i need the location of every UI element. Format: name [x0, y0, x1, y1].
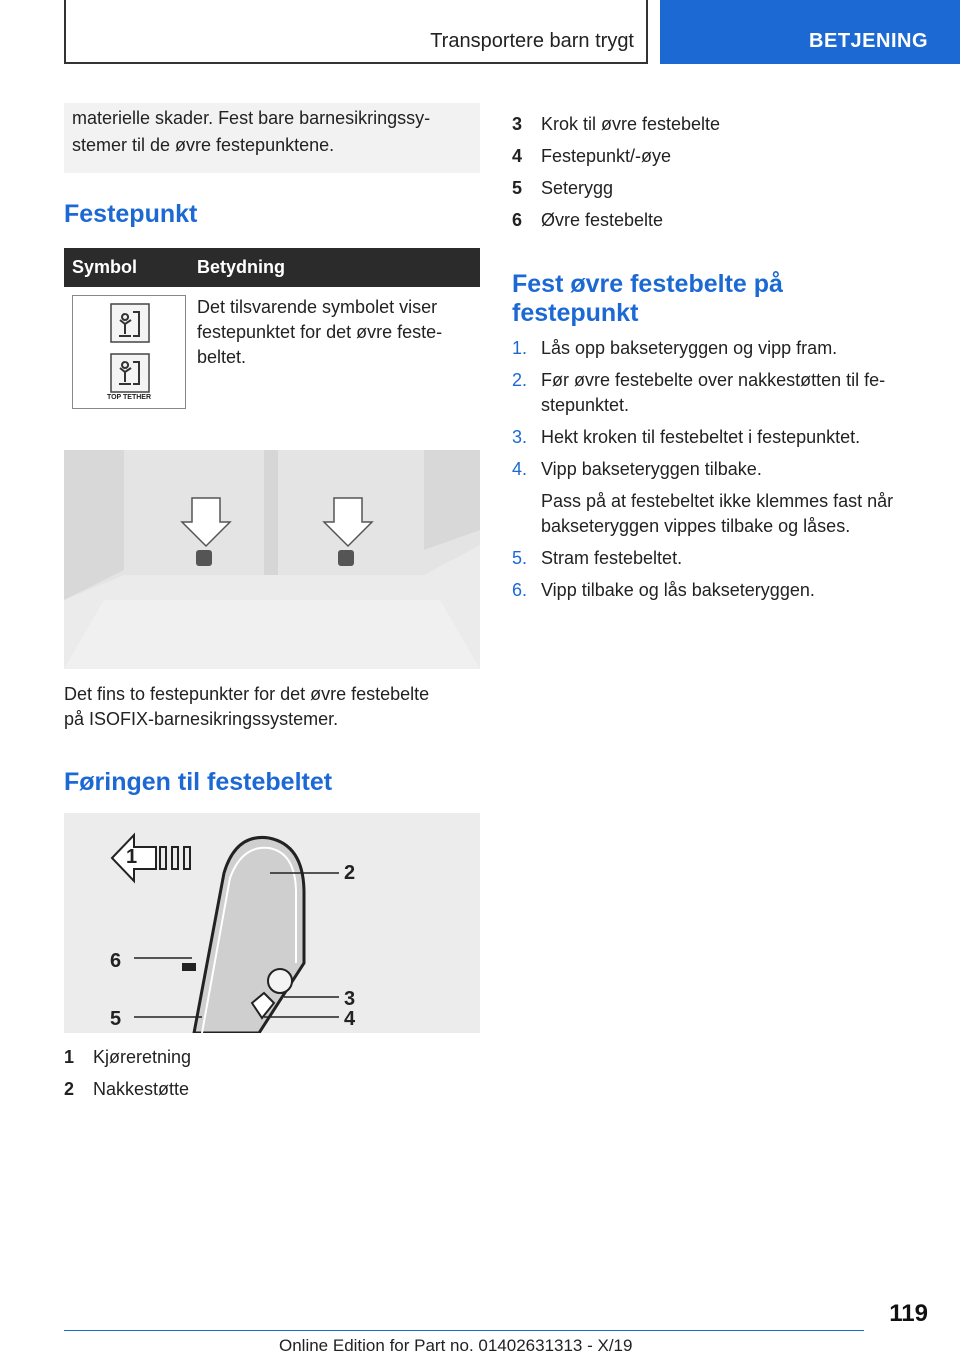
- heading-fest: [512, 270, 922, 328]
- table-header-row: [64, 248, 480, 287]
- diagram-label: 5: [110, 1008, 122, 1030]
- header-chapter-box: [64, 0, 648, 64]
- footer-divider: [64, 1330, 864, 1331]
- step-text: Hekt kroken til festebeltet i festepunktet.: [541, 427, 861, 447]
- step-text: Stram festebeltet.: [541, 548, 683, 568]
- legend-left: [64, 1041, 480, 1105]
- legend-right: [512, 108, 922, 236]
- legend-item: [512, 204, 922, 236]
- footer-edition: Online Edition for Part no. 01402631313 - X/19: [279, 1336, 633, 1355]
- legend-num: 2: [64, 1079, 75, 1099]
- step-item: [512, 578, 922, 603]
- tether-routing-diagram: [64, 813, 480, 1033]
- legend-text: Kjøreretning: [93, 1047, 192, 1067]
- legend-text: Krok til øvre festebelte: [541, 114, 721, 134]
- step-item: [512, 336, 922, 361]
- step-note: Pass på at festebeltet ikke klemmes fast når bakseteryggen vippes tilbake og låses.: [541, 491, 894, 536]
- legend-text: Øvre festebelte: [541, 210, 664, 230]
- legend-num: 5: [512, 178, 523, 198]
- step-item: [512, 457, 922, 539]
- table-row: [64, 287, 480, 464]
- step-number: 6.: [512, 580, 528, 600]
- anchor-points-photo: [64, 450, 480, 669]
- symbol-table: [64, 248, 480, 464]
- step-text: Vipp bakseteryggen tilbake.: [541, 459, 762, 479]
- diagram-label: 4: [344, 1008, 356, 1030]
- step-item: [512, 368, 922, 418]
- legend-item: [512, 140, 922, 172]
- heading-line: Fest øvre festebelte på: [512, 270, 783, 298]
- step-item: [512, 546, 922, 571]
- heading-festepunkt: Festepunkt: [64, 200, 198, 228]
- header-section-tab[interactable]: [660, 0, 960, 64]
- diagram-label: 2: [344, 862, 356, 884]
- legend-num: 4: [512, 146, 523, 166]
- top-tether-caption: TOP TETHER: [106, 394, 152, 401]
- diagram-label: 3: [344, 988, 356, 1010]
- step-text: Vipp tilbake og lås bakseteryggen.: [541, 580, 815, 600]
- child-seat-anchor-icon: [73, 296, 185, 408]
- legend-num: 1: [64, 1047, 75, 1067]
- diagram-label: 6: [110, 950, 122, 972]
- warning-line: stemer til de øvre festepunktene.: [72, 135, 335, 155]
- symbol-cell: [72, 295, 186, 409]
- step-text: Før øvre festebelte over nakkestøtten til fe-stepunktet.: [541, 370, 886, 415]
- paragraph-festepunkt: [64, 682, 480, 732]
- legend-item: [64, 1073, 480, 1105]
- page-number: 119: [889, 1300, 928, 1327]
- steps-list: [512, 336, 922, 610]
- paragraph-line: på ISOFIX-barnesikringssystemer.: [64, 709, 339, 729]
- symbol-meaning: [197, 295, 472, 370]
- paragraph-line: Det fins to festepunkter for det øvre festebelte: [64, 684, 430, 704]
- legend-item: [512, 172, 922, 204]
- column-header-symbol: Symbol: [72, 257, 138, 277]
- step-text: Lås opp bakseteryggen og vipp fram.: [541, 338, 838, 358]
- legend-num: 6: [512, 210, 523, 230]
- legend-text: Festepunkt/-øye: [541, 146, 672, 166]
- warning-line: materielle skader. Fest bare barnesikringssy-: [72, 108, 431, 128]
- step-number: 1.: [512, 338, 528, 358]
- legend-num: 3: [512, 114, 523, 134]
- section-label: BETJENING: [809, 30, 928, 52]
- legend-item: [64, 1041, 480, 1073]
- diagram-label: 1: [126, 846, 138, 868]
- meaning-line: beltet.: [197, 347, 247, 367]
- column-header-meaning: Betydning: [197, 257, 285, 277]
- step-number: 5.: [512, 548, 528, 568]
- meaning-line: festepunktet for det øvre feste-: [197, 322, 443, 342]
- legend-text: Seterygg: [541, 178, 614, 198]
- meaning-line: Det tilsvarende symbolet viser: [197, 297, 438, 317]
- step-number: 2.: [512, 370, 528, 390]
- step-number: 3.: [512, 427, 528, 447]
- warning-box: [64, 103, 480, 173]
- step-item: [512, 425, 922, 450]
- legend-item: [512, 108, 922, 140]
- heading-foringen: Føringen til festebeltet: [64, 768, 333, 796]
- legend-text: Nakkestøtte: [93, 1079, 190, 1099]
- step-number: 4.: [512, 459, 528, 479]
- chapter-title: Transportere barn trygt: [430, 30, 634, 52]
- heading-line: festepunkt: [512, 299, 639, 327]
